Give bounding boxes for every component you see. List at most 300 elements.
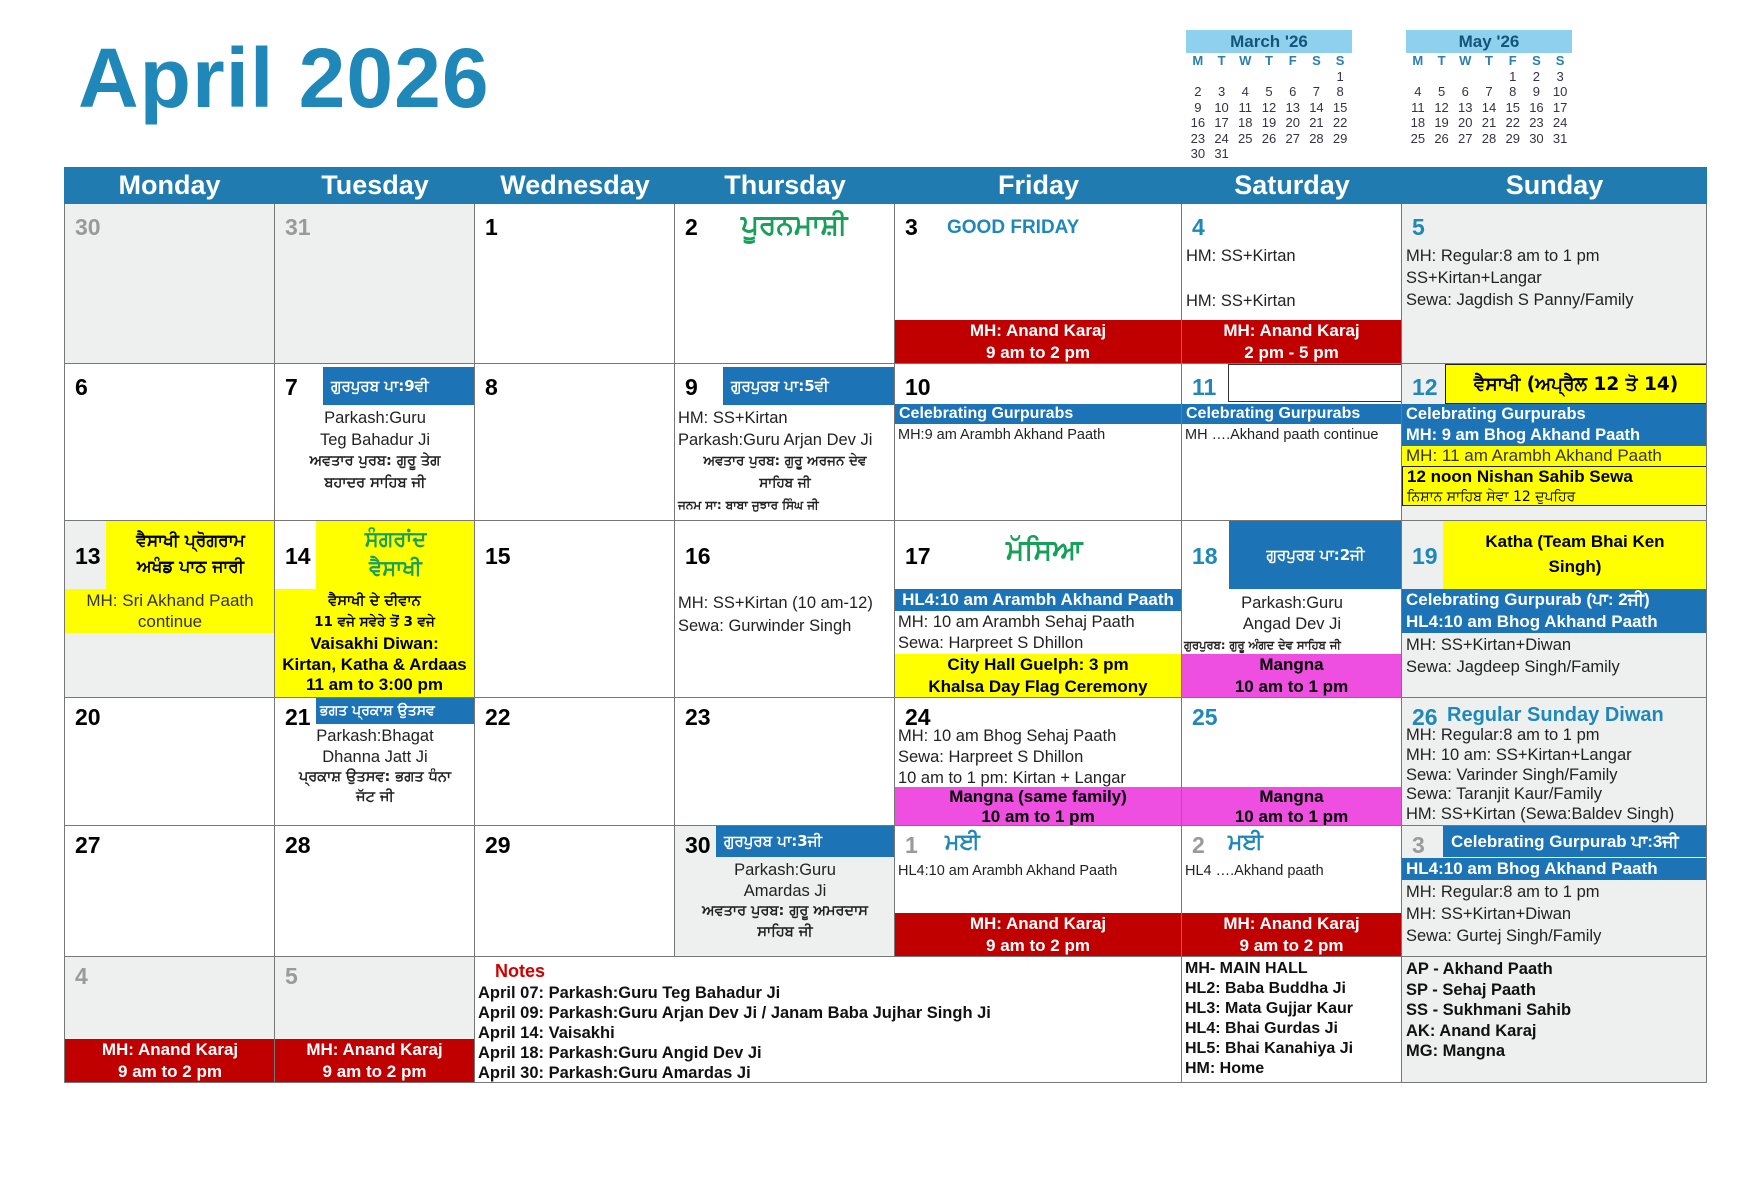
day-cell-apr-20[interactable] [64,698,275,826]
mini-day: 28 [1309,130,1324,146]
day-cell-apr-4[interactable] [1182,204,1402,364]
event-text-punjabi: ਜਨਮ ਸਾ: ਬਾਬਾ ਜੁਝਾਰ ਸਿੰਘ ਜੀ [678,498,819,512]
day-cell-apr-30[interactable] [675,826,895,957]
day-cell-apr-8[interactable] [475,364,675,521]
mini-day: 9 [1532,84,1541,99]
mini-day: 5 [1437,84,1446,99]
event-title: City Hall Guelph: 3 pm [947,655,1129,674]
event-text: Dhanna Jatt Ji [322,748,428,766]
event-title: Celebrating Gurpurabs [1406,405,1586,423]
celebrating-gurpurabs-band: Celebrating Gurpurabs [895,404,1181,424]
day-cell-apr-2[interactable] [675,204,895,364]
event-text-punjabi: ਸਾਹਿਬ ਜੀ [759,475,811,491]
gurpurab-tag: ਗੁਰਪੁਰਬ ਪਾ:9ਵੀ [323,367,474,405]
event-title: 12 noon Nishan Sahib Sewa [1407,467,1633,486]
mini-day: 4 [1241,84,1249,99]
bhagat-parkash-tag: ਭਗਤ ਪ੍ਰਕਾਸ਼ ਉਤਸਵ [316,698,475,724]
event-text: HL4:10 am Arambh Akhand Paath [898,863,1118,879]
mini-day [1233,146,1257,162]
mini-day: 23 [1529,115,1544,130]
day-number: 23 [685,704,711,730]
notes-panel [475,957,1182,1083]
mini-day: 16 [1529,99,1544,115]
weekday-wednesday: Wednesday [500,170,650,200]
event-time: 9 am to 2 pm [322,1062,427,1081]
event-text-punjabi: ਅਵਤਾਰ ਪੁਰਬ: ਗੁਰੂ ਅਰਜਨ ਦੇਵ [703,453,867,469]
mini-weekday-header: F [1288,53,1297,68]
notes-list [478,983,991,1083]
weekday-tuesday: Tuesday [321,170,429,200]
event-time: 10 am to 1 pm [981,806,1095,826]
day-cell-may-2[interactable] [1182,826,1402,957]
mini-day: 14 [1481,99,1497,115]
event-text: MH: SS+Kirtan (10 am-12) [678,594,873,612]
mini-day: 3 [1556,68,1564,84]
mini-day: 8 [1509,84,1517,99]
event-text: Amardas Ji [743,882,827,900]
day-cell-apr-3[interactable] [895,204,1182,364]
day-cell-apr-27[interactable] [64,826,275,957]
event-time: 9 am to 2 pm [1239,936,1344,955]
mini-day: 23 [1190,130,1206,146]
event-time: 9 am to 2 pm [986,343,1090,362]
event-title: ਸੰਗਰਾਂਦ [364,527,427,551]
weekday-saturday: Saturday [1234,170,1350,200]
mini-day: 20 [1458,115,1473,130]
mini-day: 1 [1336,68,1344,84]
day-cell-apr-12[interactable] [1402,364,1707,521]
note-item: April 07: Parkash:Guru Teg Bahadur Ji [478,984,781,1002]
legend-item: AP - Akhand Paath [1406,960,1553,978]
day-cell-apr-19[interactable] [1402,521,1707,698]
mini-day: 25 [1410,130,1426,146]
mini-day: 3 [1217,84,1226,99]
event-anand-karaj[interactable] [275,1039,474,1083]
mini-weekday-header: S [1312,53,1321,68]
legend-list [1406,959,1571,1062]
event-text: MH: Regular:8 am to 1 pm [1406,726,1600,744]
event-mangna [1182,787,1401,826]
day-cell-apr-28[interactable] [275,826,475,957]
event-text: HM: SS+Kirtan [1186,247,1296,265]
event-time: 2 pm - 5 pm [1244,343,1339,362]
day-number: 16 [685,543,711,569]
day-number: 24 [905,704,931,730]
mini-day: 2 [1194,84,1202,99]
event-text: MH: 9 am Bhog Akhand Paath [1406,426,1641,444]
mini-day: 18 [1410,115,1426,130]
event-text: HL4:10 am Bhog Akhand Paath [1406,612,1658,631]
day-cell-mar-30[interactable] [64,204,275,364]
day-number: 22 [485,704,511,730]
empty-box [1228,364,1402,402]
mini-day [1257,146,1281,162]
day-cell-apr-15[interactable] [475,521,675,698]
mini-day: 27 [1285,130,1300,146]
event-title: MH: Anand Karaj [1223,914,1360,933]
legend-item: SS - Sukhmani Sahib [1406,1001,1572,1019]
event-text: Sewa: Varinder Singh/Family [1406,766,1618,784]
mini-day: 10 [1552,84,1568,99]
mini-day: 26 [1434,130,1449,146]
event-time: 9 am to 2 pm [118,1062,222,1081]
mini-day [1453,69,1477,85]
day-number: 29 [485,832,511,858]
event-title: ਵੈਸਾਖੀ [369,556,422,580]
mini-calendar-grid [1186,53,1352,162]
legend-abbreviations [1402,957,1707,1083]
mini-day: 24 [1552,115,1568,130]
day-cell-may-1[interactable] [895,826,1182,957]
day-cell-apr-24[interactable] [895,698,1182,826]
mini-weekday-header: M [1192,53,1204,68]
mini-day: 21 [1309,115,1324,130]
event-mangna [1182,654,1401,698]
event-title: Mangna (same family) [949,787,1127,806]
mini-day: 15 [1505,99,1520,115]
event-time: 10 am to 1 pm [1234,677,1349,696]
day-cell-may-4[interactable] [64,957,275,1083]
month-may-label: ਮਈ [1228,830,1263,855]
mini-day: 16 [1190,115,1206,130]
mini-day: 31 [1214,146,1229,161]
day-number: 7 [285,374,298,400]
celebrating-gurpurabs-band: Celebrating Gurpurabs [1182,404,1401,424]
day-cell-apr-18[interactable] [1182,521,1402,698]
legend-item: HM: Home [1185,1060,1265,1077]
mini-day: 10 [1214,99,1229,115]
day-number: 13 [75,543,101,569]
month-calendar [64,167,1707,1157]
day-cell-apr-16[interactable] [675,521,895,698]
mini-day: 26 [1261,130,1277,146]
mini-calendar-title: May '26 [1406,30,1572,53]
day-cell-apr-11[interactable] [1182,364,1402,521]
mini-weekday-header: S [1555,53,1565,68]
day-cell-apr-1[interactable] [475,204,675,364]
event-text: MH: Sri Akhand Paath [86,591,254,610]
day-number: 1 [905,832,918,858]
regular-sunday-diwan-label: Regular Sunday Diwan [1447,704,1664,726]
day-cell-mar-31[interactable] [275,204,475,364]
event-time: 11 am to 3:00 pm [305,675,443,694]
event-bhog-akhand-paath: HL4:10 am Bhog Akhand Paath [1402,858,1707,880]
celebrating-gurpurab-band [1402,589,1707,633]
mini-day: 12 [1261,99,1277,115]
mini-weekday-header: W [1459,53,1472,68]
mini-weekday-header: S [1532,53,1541,68]
event-text-punjabi: ਗੁਰਪੁਰਬ: ਗੁਰੂ ਅੰਗਦ ਦੇਵ ਸਾਹਿਬ ਜੀ [1184,638,1341,652]
mini-day: 6 [1461,84,1469,99]
masya-label: ਮੱਸਿਆ [1006,533,1083,566]
day-number: 17 [905,543,931,569]
mini-day: 4 [1414,84,1422,99]
event-anand-karaj[interactable] [1182,320,1401,364]
event-title: Celebrating Gurpurab (ਪਾ: 2ਜੀ) [1406,590,1650,609]
event-text-punjabi: ਨਿਸ਼ਾਨ ਸਾਹਿਬ ਸੇਵਾ 12 ਦੁਪਹਿਰ [1407,489,1576,505]
event-text: Sewa: Gurtej Singh/Family [1406,927,1602,945]
day-number: 25 [1192,704,1218,730]
vaisakhi-program-label [106,521,275,589]
mini-day: 6 [1289,84,1297,99]
mini-weekday-header: M [1412,53,1424,68]
day-number: 3 [905,214,918,240]
event-text: MH: 10 am: SS+Kirtan+Langar [1406,746,1632,764]
day-number: 20 [75,704,101,730]
mini-day: 7 [1485,84,1493,99]
mini-weekday-header: W [1239,53,1252,68]
mini-day: 13 [1285,99,1300,115]
gurpurab-tag: ਗੁਰਪੁਰਬ ਪਾ:5ਵੀ [723,367,894,405]
mini-day: 20 [1285,115,1300,130]
event-katha [1443,521,1707,589]
legend-item: HL3: Mata Gujjar Kaur [1185,1000,1354,1017]
mini-day: 15 [1332,99,1348,115]
month-may-label: ਮਈ [945,830,980,855]
event-text: Parkash:Guru [1241,594,1343,612]
mini-weekday-header: T [1485,53,1493,68]
event-text: Parkash:Bhagat [316,727,434,745]
day-number: 1 [485,214,498,240]
day-cell-apr-26[interactable] [1402,698,1707,826]
event-text: SS+Kirtan+Langar [1406,269,1542,287]
mini-day [1406,69,1430,85]
mini-weekday-header: T [1217,53,1226,68]
event-text: Khalsa Day Flag Ceremony [928,677,1148,696]
good-friday-label: GOOD FRIDAY [947,217,1080,238]
event-text: MH: Regular:8 am to 1 pm [1406,883,1600,901]
mini-day: 29 [1332,130,1348,146]
event-text: Sewa: Jagdish S Panny/Family [1406,291,1634,309]
day-cell-may-5[interactable] [275,957,475,1083]
mini-day [1430,69,1454,85]
legend-item: MG: Mangna [1406,1042,1505,1060]
event-text-punjabi: 11 ਵਜੇ ਸਵੇਰੇ ਤੋਂ 3 ਵਜੇ [314,613,435,630]
event-time: 10 am to 1 pm [1234,806,1349,826]
event-title: MH: Anand Karaj [969,914,1107,933]
mini-day: 17 [1552,99,1568,115]
event-text: Sewa: Jagdeep Singh/Family [1406,658,1620,676]
event-text: MH ….Akhand paath continue [1185,427,1379,443]
note-item: April 18: Parkash:Guru Angid Dev Ji [478,1044,762,1062]
mini-day: 22 [1332,115,1348,130]
event-text: MH: 10 am Bhog Sehaj Paath [898,727,1117,745]
day-number: 8 [485,374,498,400]
day-number: 21 [285,704,311,730]
event-anand-karaj[interactable] [65,1039,275,1083]
day-number: 27 [75,832,101,858]
day-cell-apr-17[interactable] [895,521,1182,698]
event-text: Kirtan, Katha & Ardaas [282,654,467,674]
event-time: 9 am to 2 pm [986,936,1090,955]
day-cell-apr-7[interactable] [275,364,475,521]
event-text-punjabi: ਵੈਸਾਖੀ ਦੇ ਦੀਵਾਨ [328,593,421,609]
event-text-punjabi: ਅਵਤਾਰ ਪੁਰਬ: ਗੁਰੂ ਤੇਗ [309,453,441,469]
event-anand-karaj[interactable] [1182,913,1401,957]
event-title: MH: Anand Karaj [1223,321,1360,340]
event-text: MH: SS+Kirtan+Diwan [1406,905,1572,923]
day-cell-apr-14[interactable] [275,521,475,698]
legend-item: SP - Sehaj Paath [1406,980,1536,999]
vaisakhi-tag: ਵੈਸਾਖੀ (ਅਪ੍ਰੈਲ 12 ਤੋ 14) [1445,364,1707,404]
event-title: ਵੈਸਾਖੀ ਪ੍ਰੋਗਰਾਮ [136,531,245,551]
day-number: 5 [1412,214,1425,240]
day-number: 4 [1192,214,1205,240]
gurpurab-tag: ਗੁਰਪੁਰਬ ਪਾ:2ਜੀ [1229,521,1402,589]
mini-calendar-may [1406,30,1572,146]
event-text: Sewa: Harpreet S Dhillon [898,634,1084,652]
mini-day [1210,69,1234,85]
day-cell-apr-10[interactable] [895,364,1182,521]
legend-list [1185,959,1353,1079]
event-text: HL4 ….Akhand paath [1185,863,1324,879]
event-vaisakhi-diwan [275,589,474,698]
page-title: April 2026 [78,31,490,125]
note-item: April 09: Parkash:Guru Arjan Dev Ji / Janam Baba Jujhar Singh Ji [478,1004,991,1022]
mini-day [1477,69,1501,85]
event-text: 10 am to 1 pm: Kirtan + Langar [898,769,1126,787]
day-cell-apr-6[interactable] [64,364,275,521]
mini-day [1186,69,1210,85]
event-text: Sewa: Taranjit Kaur/Family [1406,785,1602,803]
event-text: HM: SS+Kirtan [678,409,788,427]
mini-day [1257,69,1281,85]
weekday-friday: Friday [997,170,1080,200]
event-anand-karaj[interactable] [895,913,1181,957]
notes-title: Notes [495,961,546,981]
event-text-punjabi: ਸਾਹਿਬ ਜੀ [757,924,813,940]
celebrating-gurpurabs-band [1402,404,1707,446]
event-title: MH: Anand Karaj [101,1040,239,1059]
day-cell-may-3[interactable] [1402,826,1707,957]
weekday-sunday: Sunday [1505,170,1604,200]
mini-day: 18 [1238,115,1253,130]
event-text: Parkash:Guru Arjan Dev Ji [678,431,873,449]
mini-day: 13 [1458,99,1473,115]
legend-item: HL4: Bhai Gurdas Ji [1185,1020,1338,1037]
event-akhand-paath-continue [65,589,275,633]
event-title: MH: Anand Karaj [969,321,1107,340]
weekday-monday: Monday [118,170,221,200]
day-cell-apr-21[interactable] [275,698,475,826]
mini-day: 11 [1238,99,1253,115]
mini-day: 12 [1434,99,1449,115]
day-cell-apr-13[interactable] [64,521,275,698]
event-mangna [895,787,1181,826]
event-title: Singh) [1548,557,1602,576]
event-text: Angad Dev Ji [1242,615,1342,633]
event-arambh-akhand-paath: MH: 11 am Arambh Akhand Paath [1402,446,1707,466]
event-text: MH:9 am Arambh Akhand Paath [898,427,1106,443]
mini-day: 21 [1481,115,1497,130]
day-cell-apr-22[interactable] [475,698,675,826]
gurpurab-tag: ਗੁਰਪੁਰਬ ਪਾ:3ਜੀ [716,826,895,857]
event-nishan-sahib-sewa [1402,466,1707,506]
note-item: April 30: Parkash:Guru Amardas Ji [478,1064,751,1082]
day-number: 28 [285,832,311,858]
event-title: Vaisakhi Diwan: [310,634,439,653]
mini-day: 24 [1214,130,1229,146]
day-number: 26 [1412,704,1438,730]
day-number: 9 [685,374,698,400]
mini-day: 30 [1190,146,1206,161]
celebrating-gurpurab-tag: Celebrating Gurpurab ਪਾ:3ਜੀ [1443,826,1707,857]
day-cell-apr-29[interactable] [475,826,675,957]
mini-day [1305,146,1329,162]
day-cell-apr-23[interactable] [675,698,895,826]
mini-day: 8 [1336,84,1344,99]
legend-item: HL2: Baba Buddha Ji [1185,980,1346,997]
mini-day: 1 [1509,68,1517,84]
mini-day [1281,69,1305,85]
mini-calendar-grid [1406,53,1572,146]
event-title: Mangna [1259,655,1324,674]
sangrand-vaisakhi-label [316,521,475,589]
day-number: 31 [285,214,311,240]
mini-day: 27 [1458,130,1473,146]
day-cell-apr-9[interactable] [675,364,895,521]
event-text: HM: SS+Kirtan [1186,292,1296,310]
event-text: ਅਖੰਡ ਪਾਠ ਜਾਰੀ [137,557,244,577]
event-text: Parkash:Guru [324,409,426,427]
mini-calendar-title: March '26 [1186,30,1352,53]
day-number: 4 [75,963,88,989]
day-number: 12 [1412,374,1438,400]
event-title: Mangna [1259,787,1324,806]
event-flag-ceremony [895,654,1181,698]
mini-day [1328,146,1352,162]
weekday-header [64,167,1707,204]
event-text: HM: SS+Kirtan (Sewa:Baldev Singh) [1406,805,1675,823]
day-cell-apr-25[interactable] [1182,698,1402,826]
mini-day: 25 [1238,130,1253,146]
event-text: continue [137,612,203,631]
day-cell-apr-5[interactable] [1402,204,1707,364]
legend-item: AK: Anand Karaj [1406,1021,1537,1040]
day-number: 15 [485,543,511,569]
event-title: Katha (Team Bhai Ken [1485,532,1665,551]
weekday-thursday: Thursday [724,170,846,200]
day-number: 11 [1192,374,1217,400]
event-text-punjabi: ਪ੍ਰਕਾਸ਼ ਉਤਸਵ: ਭਗਤ ਧੰਨਾ [298,769,452,785]
mini-day: 31 [1552,130,1568,146]
event-text: Parkash:Guru [734,861,836,879]
legend-halls [1182,957,1402,1083]
day-number: 18 [1192,543,1218,569]
event-text: MH: 10 am Arambh Sehaj Paath [898,613,1135,631]
mini-day: 2 [1532,68,1541,84]
legend-item: HL5: Bhai Kanahiya Ji [1185,1040,1354,1057]
event-title: MH: Anand Karaj [306,1040,443,1059]
day-number: 2 [1192,832,1205,858]
event-text: Sewa: Gurwinder Singh [678,617,852,635]
event-text-punjabi: ਅਵਤਾਰ ਪੁਰਬ: ਗੁਰੂ ਅਮਰਦਾਸ [702,903,868,919]
day-number: 19 [1412,543,1438,569]
mini-day: 28 [1481,130,1497,146]
mini-day: 19 [1261,115,1277,130]
day-number: 30 [685,832,711,858]
mini-day: 19 [1434,115,1449,130]
day-number: 3 [1412,832,1425,858]
day-number: 14 [285,543,311,569]
legend-item: MH- MAIN HALL [1185,960,1308,977]
mini-day: 30 [1529,130,1544,146]
mini-day [1281,146,1305,162]
event-anand-karaj[interactable] [895,320,1181,364]
mini-day [1233,69,1257,85]
mini-calendar-march [1186,30,1352,162]
mini-weekday-header: T [1265,53,1273,68]
